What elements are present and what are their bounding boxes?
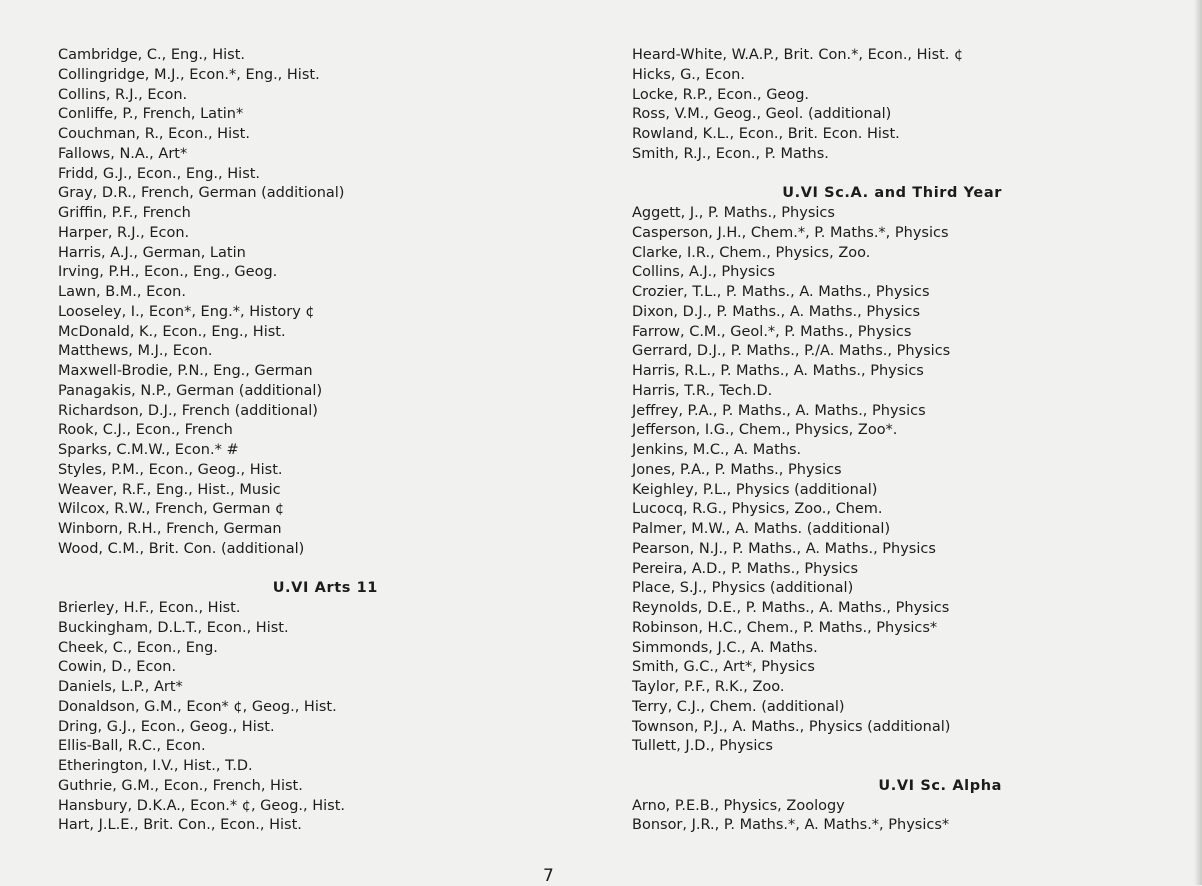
entry-line: Griffin, P.F., French xyxy=(58,205,191,221)
entry-line: Place, S.J., Physics (additional) xyxy=(632,580,854,597)
right-column xyxy=(632,46,1002,836)
entry-line: Cambridge, C., Eng., Hist. xyxy=(58,47,245,63)
entry-line: Robinson, H.C., Chem., P. Maths., Physics* xyxy=(632,619,938,636)
entry-line: Terry, C.J., Chem. (additional) xyxy=(632,698,845,715)
entry-line: Jeffrey, P.A., P. Maths., A. Maths., Physics xyxy=(632,402,926,419)
entry-line: Looseley, I., Econ*, Eng.*, History ¢ xyxy=(58,303,315,320)
entry-line: Locke, R.P., Econ., Geog. xyxy=(632,86,810,103)
entry-line: Harris, T.R., Tech.D. xyxy=(632,382,773,399)
entry-line: Gerrard, D.J., P. Maths., P./A. Maths., Physics xyxy=(632,343,951,360)
entry-line: Tullett, J.D., Physics xyxy=(632,738,773,755)
entry-line: Guthrie, G.M., Econ., French, Hist. xyxy=(58,777,303,794)
entry-line: Sparks, C.M.W., Econ.* # xyxy=(58,442,239,458)
entry-line: Jones, P.A., P. Maths., Physics xyxy=(632,461,842,478)
section-heading: U.VI Sc. Alpha xyxy=(878,777,1002,794)
entry-line: Richardson, D.J., French (additional) xyxy=(58,402,318,419)
entry-line: Hart, J.L.E., Brit. Con., Econ., Hist. xyxy=(58,817,302,834)
entry-line: Hansbury, D.K.A., Econ.* ¢, Geog., Hist. xyxy=(58,797,346,814)
entry-line: Rowland, K.L., Econ., Brit. Econ. Hist. xyxy=(632,126,900,142)
entry-line: Palmer, M.W., A. Maths. (additional) xyxy=(632,521,891,537)
entry-line: Harris, A.J., German, Latin xyxy=(58,244,246,261)
entry-line: Styles, P.M., Econ., Geog., Hist. xyxy=(58,461,283,478)
entry-line: Collins, R.J., Econ. xyxy=(58,86,188,103)
entry-line: Collins, A.J., Physics xyxy=(632,264,776,281)
section-heading: U.VI Sc.A. and Third Year xyxy=(782,185,1002,202)
entry-line: Arno, P.E.B., Physics, Zoology xyxy=(632,797,845,814)
section-gap xyxy=(632,165,1002,185)
entry-line: Weaver, R.F., Eng., Hist., Music xyxy=(58,481,281,498)
entry-line: Jefferson, I.G., Chem., Physics, Zoo*. xyxy=(632,422,898,439)
entry-line: Irving, P.H., Econ., Eng., Geog. xyxy=(58,264,278,281)
entry-line: Cheek, C., Econ., Eng. xyxy=(58,639,218,656)
section-gap xyxy=(58,560,378,580)
entry-line: Fridd, G.J., Econ., Eng., Hist. xyxy=(58,165,261,182)
section-gap xyxy=(632,757,1002,777)
entry-line: Bonsor, J.R., P. Maths.*, A. Maths.*, Physics* xyxy=(632,817,950,834)
entry-line: Casperson, J.H., Chem.*, P. Maths.*, Physics xyxy=(632,224,949,241)
entry-line: Jenkins, M.C., A. Maths. xyxy=(632,442,802,458)
left-column xyxy=(58,46,378,836)
entry-line: Cowin, D., Econ. xyxy=(58,659,177,676)
entry-line: Brierley, H.F., Econ., Hist. xyxy=(58,600,241,616)
entry-line: Donaldson, G.M., Econ* ¢, Geog., Hist. xyxy=(58,698,337,715)
entry-line: Harper, R.J., Econ. xyxy=(58,224,190,241)
entry-line: Maxwell-Brodie, P.N., Eng., German xyxy=(58,363,313,379)
entry-line: Smith, R.J., Econ., P. Maths. xyxy=(632,145,829,162)
entry-line: Harris, R.L., P. Maths., A. Maths., Physics xyxy=(632,363,924,379)
right-name-list-a xyxy=(632,46,1002,165)
entry-line: McDonald, K., Econ., Eng., Hist. xyxy=(58,323,286,340)
section-heading: U.VI Arts 11 xyxy=(272,580,378,597)
entry-line: Farrow, C.M., Geol.*, P. Maths., Physics xyxy=(632,323,912,340)
entry-line: Rook, C.J., Econ., French xyxy=(58,422,233,439)
entry-line: Reynolds, D.E., P. Maths., A. Maths., Physics xyxy=(632,600,950,616)
entry-line: Ellis-Ball, R.C., Econ. xyxy=(58,738,206,755)
entry-line: Couchman, R., Econ., Hist. xyxy=(58,126,250,142)
entry-line: Smith, G.C., Art*, Physics xyxy=(632,659,815,676)
entry-line: Crozier, T.L., P. Maths., A. Maths., Physics xyxy=(632,284,930,300)
entry-line: Aggett, J., P. Maths., Physics xyxy=(632,205,835,221)
entry-line: Buckingham, D.L.T., Econ., Hist. xyxy=(58,619,289,636)
left-name-list-b xyxy=(58,599,378,836)
entry-line: Pereira, A.D., P. Maths., Physics xyxy=(632,560,859,577)
page-number: 7 xyxy=(543,866,554,886)
entry-line: Conliffe, P., French, Latin* xyxy=(58,106,244,123)
entry-line: Keighley, P.L., Physics (additional) xyxy=(632,481,878,498)
entry-line: Clarke, I.R., Chem., Physics, Zoo. xyxy=(632,244,871,261)
left-name-list-a xyxy=(58,46,378,560)
entry-line: Wilcox, R.W., French, German ¢ xyxy=(58,501,285,518)
right-name-list-b xyxy=(632,204,1002,757)
entry-line: Panagakis, N.P., German (additional) xyxy=(58,382,323,399)
entry-line: Simmonds, J.C., A. Maths. xyxy=(632,639,818,656)
entry-line: Fallows, N.A., Art* xyxy=(58,145,188,162)
entry-line: Daniels, L.P., Art* xyxy=(58,679,183,695)
entry-line: Dring, G.J., Econ., Geog., Hist. xyxy=(58,718,275,735)
right-name-list-c xyxy=(632,797,1002,837)
entry-line: Collingridge, M.J., Econ.*, Eng., Hist. xyxy=(58,66,320,83)
entry-line: Taylor, P.F., R.K., Zoo. xyxy=(632,679,785,695)
page-edge-shadow xyxy=(1194,0,1202,885)
entry-line: Lawn, B.M., Econ. xyxy=(58,284,186,300)
entry-line: Dixon, D.J., P. Maths., A. Maths., Physics xyxy=(632,303,921,320)
entry-line: Gray, D.R., French, German (additional) xyxy=(58,185,345,202)
entry-line: Townson, P.J., A. Maths., Physics (additional) xyxy=(632,718,951,735)
entry-line: Wood, C.M., Brit. Con. (additional) xyxy=(58,540,305,557)
entry-line: Hicks, G., Econ. xyxy=(632,66,745,83)
entry-line: Winborn, R.H., French, German xyxy=(58,521,282,537)
entry-line: Pearson, N.J., P. Maths., A. Maths., Physics xyxy=(632,540,936,557)
entry-line: Lucocq, R.G., Physics, Zoo., Chem. xyxy=(632,501,883,518)
entry-line: Ross, V.M., Geog., Geol. (additional) xyxy=(632,106,892,123)
entry-line: Heard-White, W.A.P., Brit. Con.*, Econ., Hist. ¢ xyxy=(632,47,964,63)
entry-line: Etherington, I.V., Hist., T.D. xyxy=(58,758,253,774)
entry-line: Matthews, M.J., Econ. xyxy=(58,343,213,360)
